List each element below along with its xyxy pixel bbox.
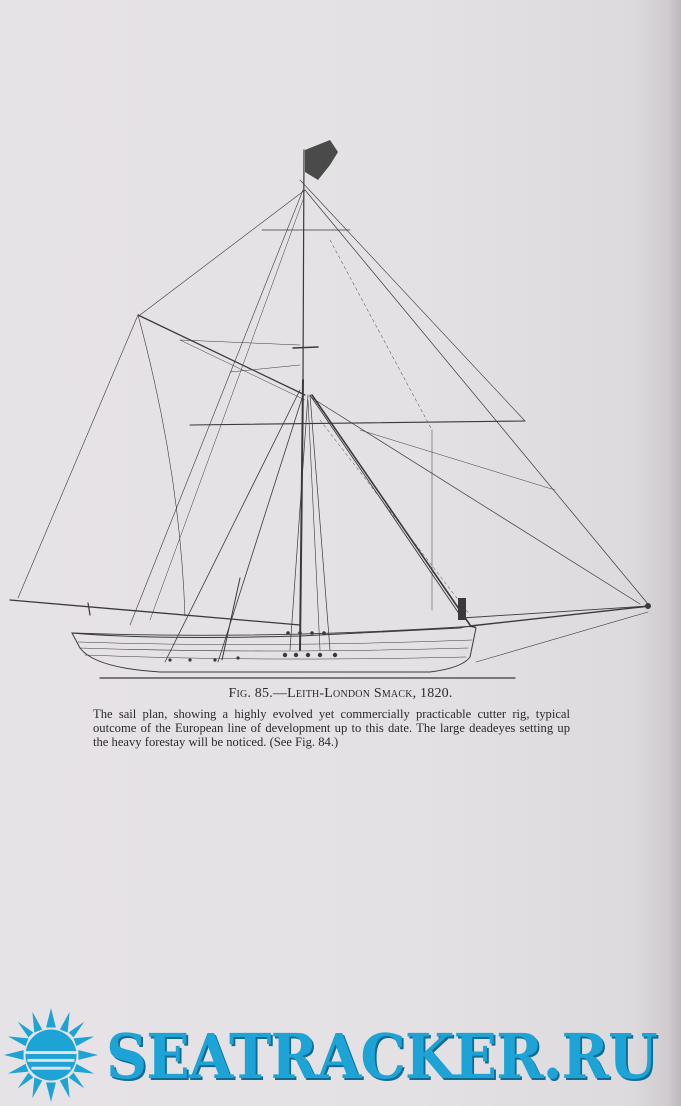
- masthead-flag: [305, 140, 338, 180]
- topsail: [140, 190, 305, 315]
- watermark: [0, 1004, 681, 1106]
- figure-label: Fig. 85.: [228, 686, 273, 701]
- gaff: [138, 315, 305, 395]
- square-yard: [190, 421, 525, 425]
- main-boom: [10, 600, 300, 625]
- figure-caption-body: The sail plan, showing a highly evolved yet commercially practicable cutter rig, typical outcome of the European line of development up to this date. The large deadeyes setting up the heavy forestay will be noticed. (See Fig. 84.): [93, 707, 570, 749]
- sun-over-sea-icon: [2, 1006, 100, 1104]
- figure-caption-title: [0, 686, 681, 702]
- mainsail: [18, 315, 185, 616]
- sail-plan-drawing: [0, 130, 681, 690]
- figure-title: —Leith-London Smack, 1820.: [272, 686, 453, 701]
- mast: [300, 380, 303, 650]
- watermark-text: SEATRACKER.RU: [106, 1020, 657, 1093]
